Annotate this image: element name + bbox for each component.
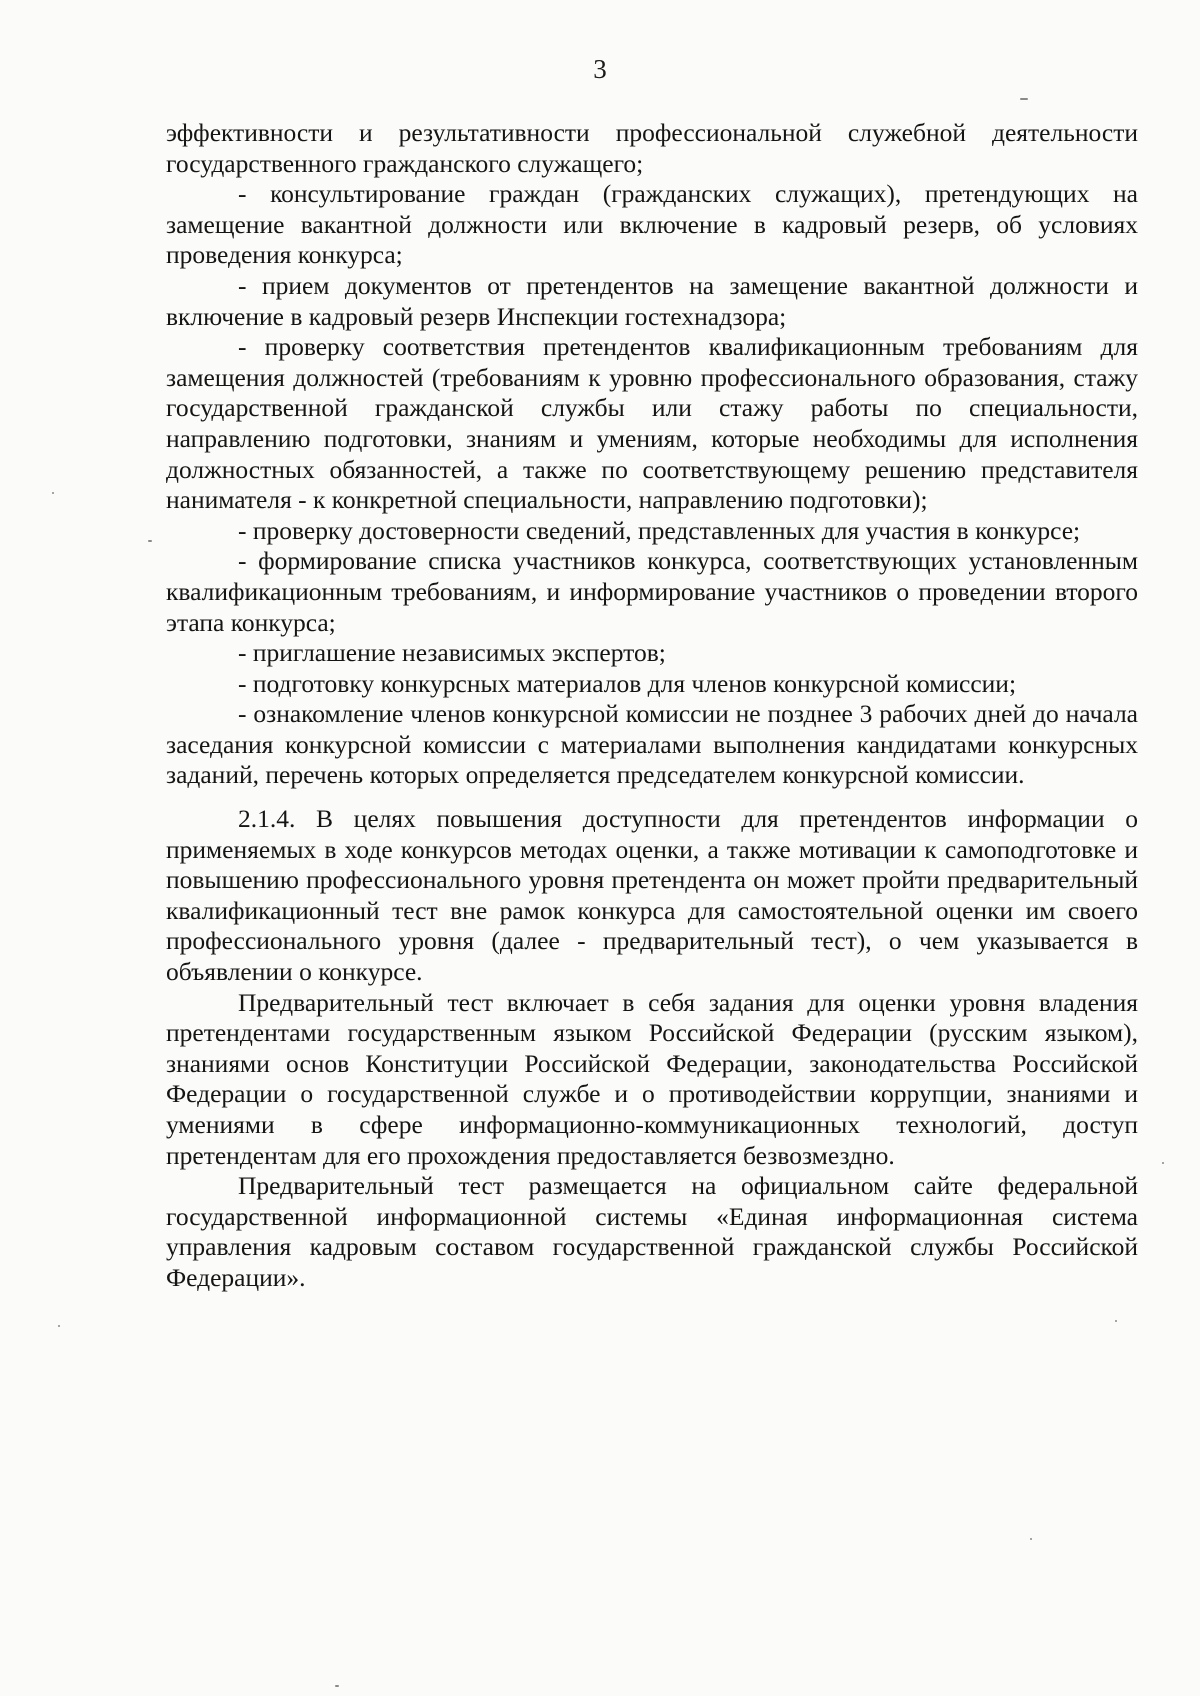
list-item-consulting: - консультирование граждан (гражданских служащих), претендующих на замещение вакантной должности или включение в кадровый резерв, об условиях проведения конкурса; xyxy=(166,179,1138,270)
document-body xyxy=(166,118,1138,1294)
paragraph-test-location: Предварительный тест размещается на официальном сайте федеральной государственной информационной системы «Единая информационная система управления кадровым составом государственной гражданской службы Российской Федерации». xyxy=(166,1171,1138,1292)
scan-speck xyxy=(52,492,54,494)
list-item-invite-experts: - приглашение независимых экспертов; xyxy=(238,638,666,668)
list-item-familiarization: - ознакомление членов конкурсной комиссии не позднее 3 рабочих дней до начала заседания конкурсной комиссии с материалами выполнения кандидатами конкурсных заданий, перечень которых определяется председателем конкурсной комиссии. xyxy=(166,699,1138,790)
list-item-participant-list: - формирование списка участников конкурса, соответствующих установленным квалификационным требованиям, и информирование участников о проведении второго этапа конкурса; xyxy=(166,546,1138,637)
list-item-document-intake: - прием документов от претендентов на замещение вакантной должности и включение в кадровый резерв Инспекции гостехнадзора; xyxy=(166,270,1138,331)
list-item-reliability-check: - проверку достоверности сведений, представленных для участия в конкурсе; xyxy=(238,515,1081,545)
scan-speck xyxy=(1020,98,1028,100)
paragraph-test-content: Предварительный тест включает в себя задания для оценки уровня владения претендентами государственным языком Российской Федерации (русским языком), знаниями основ Конституции Российской Федерации, законодательства Российской Федерации о государственной службе и о противодействии коррупции, знаниями и умениями в сфере информационно-коммуникационных технологий, доступ претендентам для его прохождения предоставляется безвозмездно. xyxy=(166,987,1138,1170)
scan-speck xyxy=(1030,1538,1032,1540)
list-item-prepare-materials: - подготовку конкурсных материалов для членов конкурсной комиссии; xyxy=(238,668,1017,698)
section-2-1-4: 2.1.4. В целях повышения доступности для претендентов информации о применяемых в ходе конкурсов методах оценки, а также мотивации к самоподготовке и повышению профессионального уровня претендента он может пройти предварительный квалификационный тест вне рамок конкурса для самостоятельной оценки им своего профессионального уровня (далее - предварительный тест), о чем указывается в объявлении о конкурсе. xyxy=(166,804,1138,987)
scan-speck xyxy=(1115,1320,1117,1322)
paragraph-continuation: эффективности и результативности профессиональной служебной деятельности государственного гражданского служащего; xyxy=(166,118,1138,178)
scan-speck xyxy=(1162,1162,1164,1164)
list-item-qualification-check: - проверку соответствия претендентов квалификационным требованиям для замещения должностей (требованиям к уровню профессионального образования, стажу государственной гражданской службы или стажу работы по специальности, направлению подготовки, знаниям и умениям, которые необходимы для исполнения должностных обязанностей, а также по соответствующему решению представителя нанимателя - к конкретной специальности, направлению подготовки); xyxy=(166,332,1138,515)
scan-speck xyxy=(335,1685,339,1687)
scan-speck xyxy=(148,540,152,542)
scan-speck xyxy=(58,1325,60,1327)
page-number: 3 xyxy=(593,54,607,84)
